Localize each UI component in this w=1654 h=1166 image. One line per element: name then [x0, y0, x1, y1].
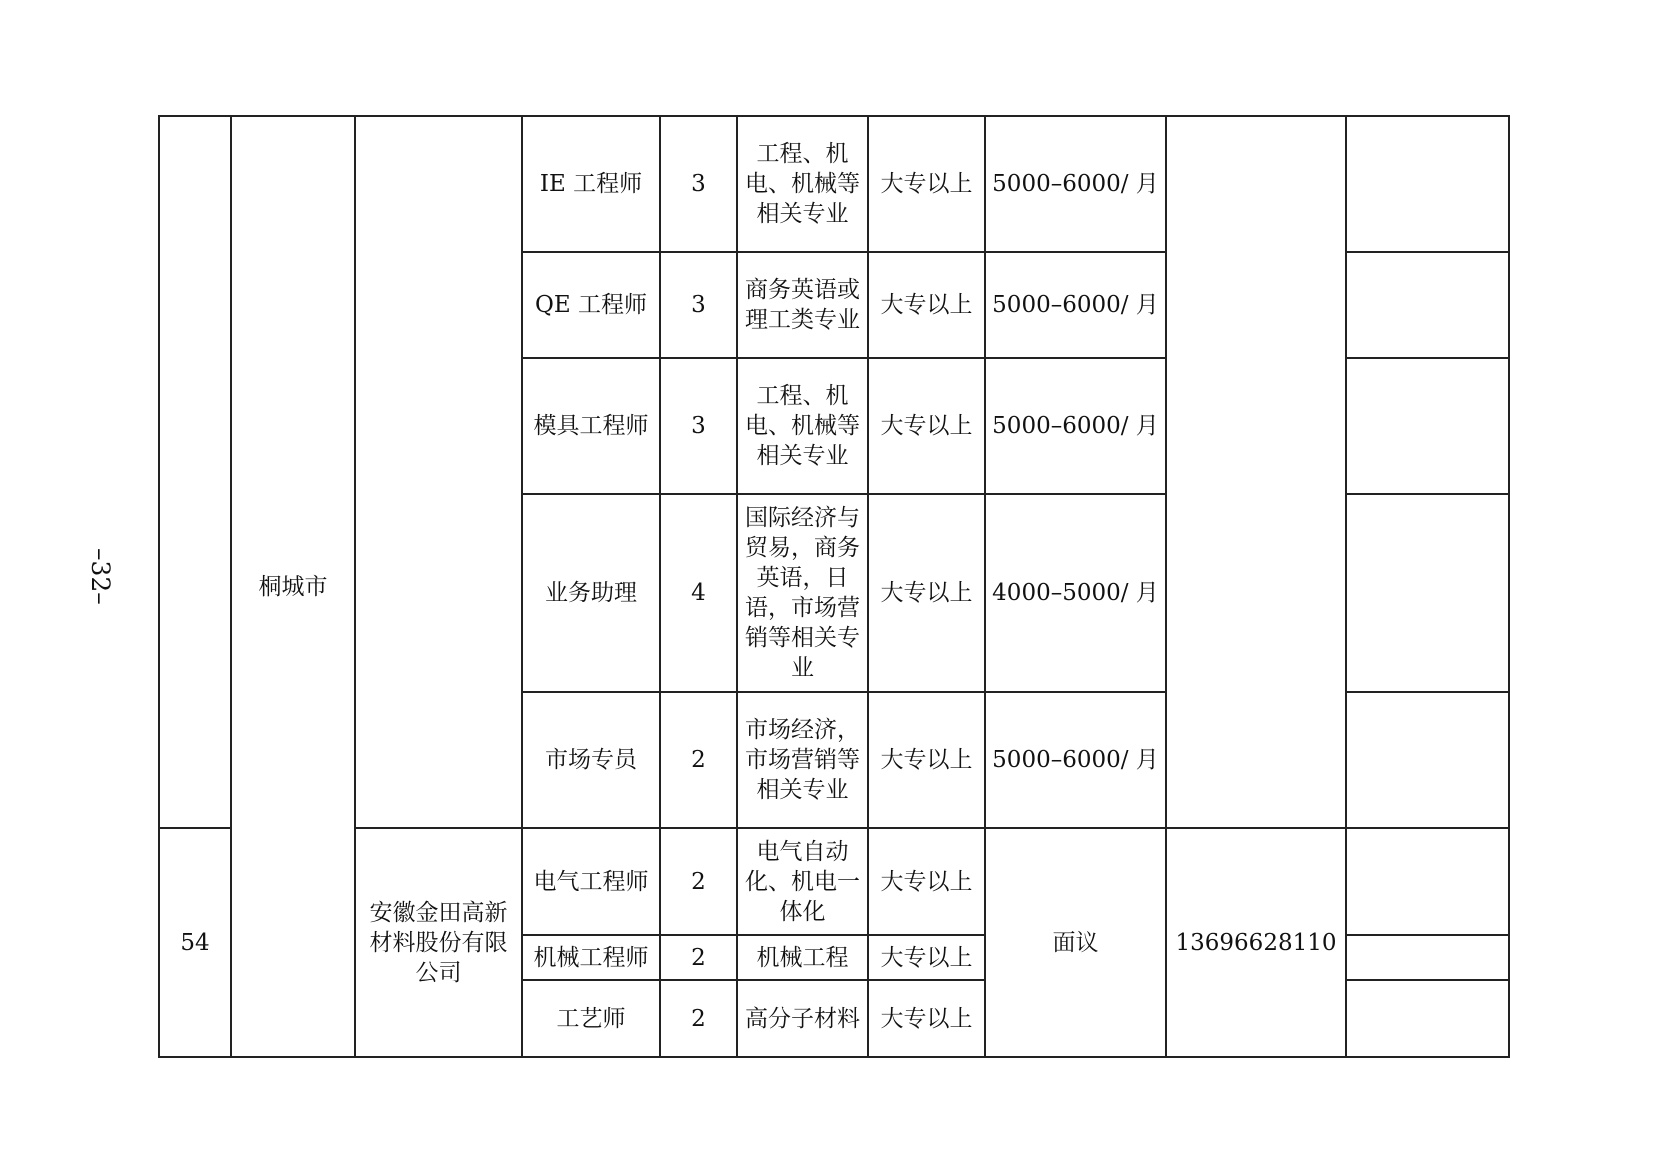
- position-major: 高分子材料: [737, 980, 868, 1057]
- position-education: 大专以上: [868, 116, 985, 252]
- remark-cell: [1346, 116, 1509, 252]
- position-major: 商务英语或理工类专业: [737, 252, 868, 358]
- remark-cell: [1346, 358, 1509, 494]
- contact-cell: [1166, 116, 1346, 828]
- position-education: 大专以上: [868, 828, 985, 935]
- position-count: 3: [660, 252, 737, 358]
- position-title: 模具工程师: [522, 358, 660, 494]
- position-education: 大专以上: [868, 980, 985, 1057]
- remark-cell: [1346, 828, 1509, 935]
- position-salary: 5000–6000/ 月: [985, 692, 1166, 828]
- position-count: 2: [660, 692, 737, 828]
- remark-cell: [1346, 494, 1509, 692]
- position-count: 3: [660, 116, 737, 252]
- company-name-cell: [355, 116, 522, 828]
- position-title: IE 工程师: [522, 116, 660, 252]
- position-salary: 5000–6000/ 月: [985, 116, 1166, 252]
- position-count: 3: [660, 358, 737, 494]
- position-title: 电气工程师: [522, 828, 660, 935]
- position-major: 工程、机电、机械等相关专业: [737, 358, 868, 494]
- salary-cell: 面议: [985, 828, 1166, 1057]
- position-salary: 5000–6000/ 月: [985, 358, 1166, 494]
- position-count: 4: [660, 494, 737, 692]
- job-listing-table: [158, 115, 1510, 1058]
- position-count: 2: [660, 828, 737, 935]
- contact-cell: 13696628110: [1166, 828, 1346, 1057]
- position-major: 机械工程: [737, 935, 868, 980]
- position-count: 2: [660, 980, 737, 1057]
- position-education: 大专以上: [868, 358, 985, 494]
- remark-cell: [1346, 980, 1509, 1057]
- position-count: 2: [660, 935, 737, 980]
- position-education: 大专以上: [868, 494, 985, 692]
- position-education: 大专以上: [868, 252, 985, 358]
- city-cell: 桐城市: [231, 116, 355, 1057]
- row-index-cell: [159, 116, 231, 828]
- page-number: –32–: [86, 548, 115, 605]
- position-salary: 4000–5000/ 月: [985, 494, 1166, 692]
- company-name-cell: 安徽金田高新材料股份有限公司: [355, 828, 522, 1057]
- position-education: 大专以上: [868, 692, 985, 828]
- remark-cell: [1346, 935, 1509, 980]
- row-index-cell: 54: [159, 828, 231, 1057]
- position-title: 市场专员: [522, 692, 660, 828]
- position-major: 国际经济与贸易，商务英语，日语，市场营销等相关专业: [737, 494, 868, 692]
- position-education: 大专以上: [868, 935, 985, 980]
- position-salary: 5000–6000/ 月: [985, 252, 1166, 358]
- position-major: 市场经济，市场营销等相关专业: [737, 692, 868, 828]
- position-major: 电气自动化、机电一体化: [737, 828, 868, 935]
- position-title: QE 工程师: [522, 252, 660, 358]
- position-title: 工艺师: [522, 980, 660, 1057]
- position-major: 工程、机电、机械等相关专业: [737, 116, 868, 252]
- table-row: [159, 828, 1509, 935]
- position-title: 业务助理: [522, 494, 660, 692]
- position-title: 机械工程师: [522, 935, 660, 980]
- remark-cell: [1346, 252, 1509, 358]
- table-row: [159, 116, 1509, 252]
- remark-cell: [1346, 692, 1509, 828]
